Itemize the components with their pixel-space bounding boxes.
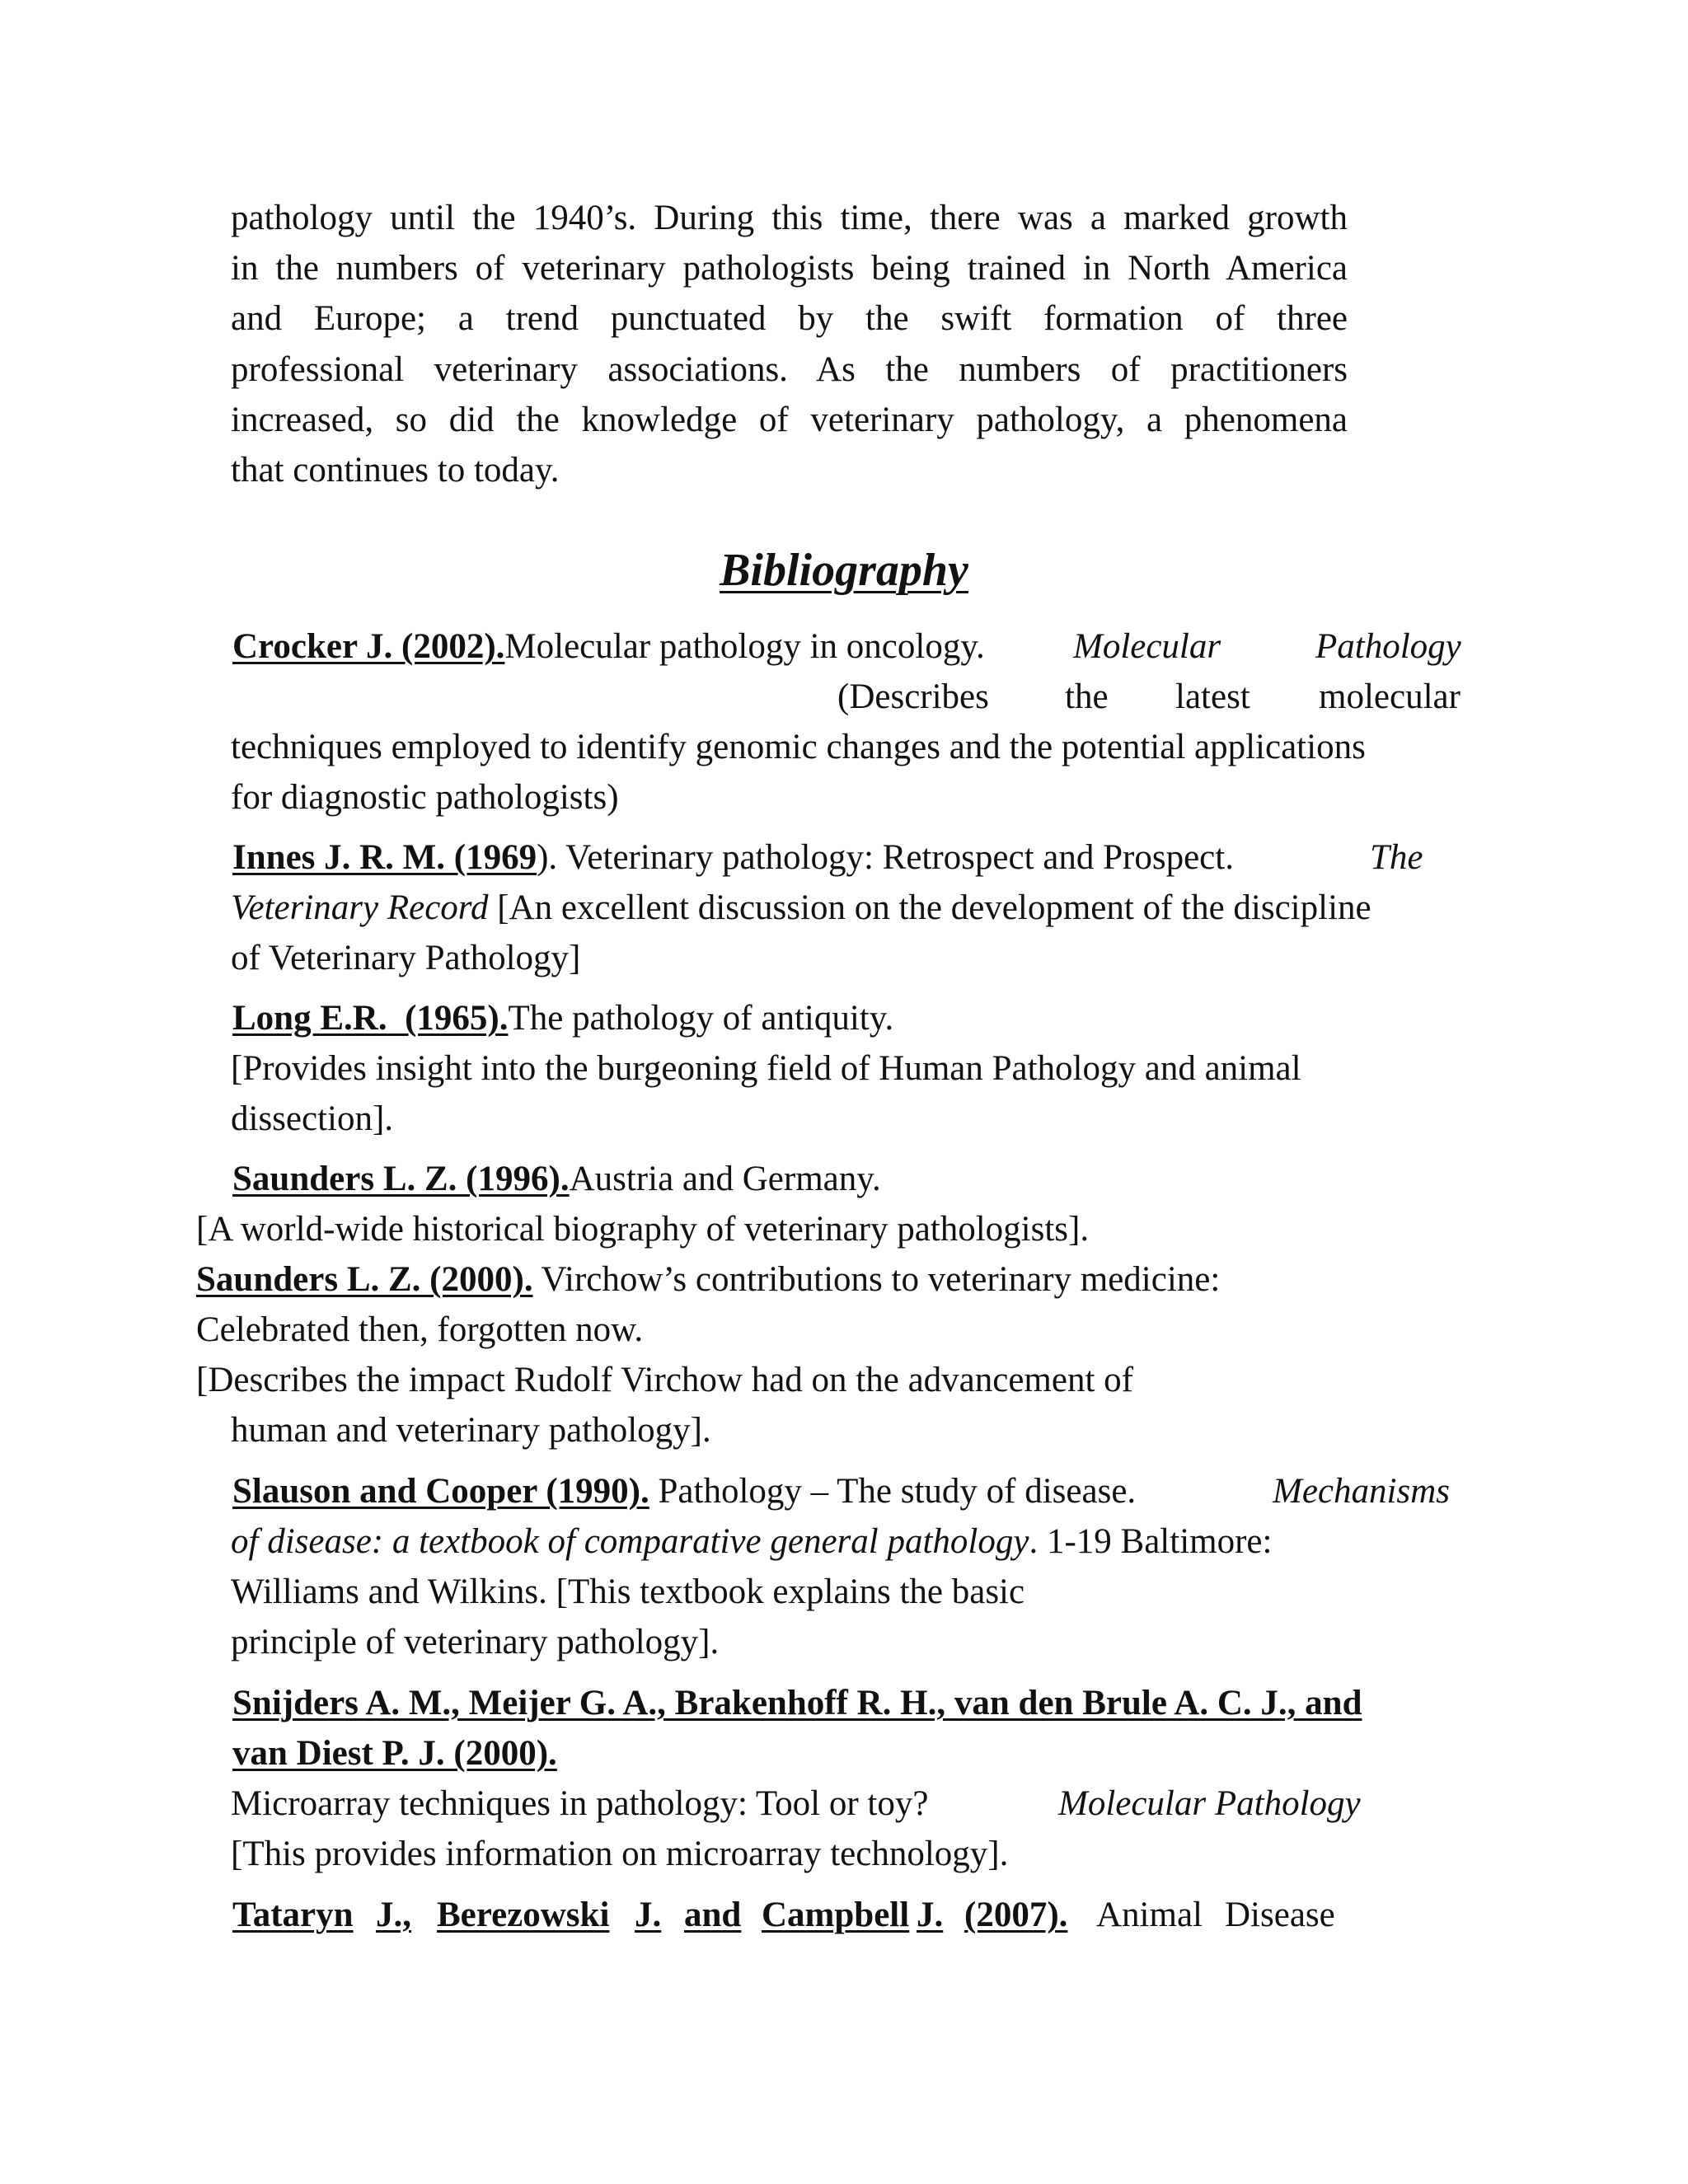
entry-slauson-book-2: of disease: a textbook of comparative general pathology (231, 1522, 1029, 1561)
entry-long-title: The pathology of antiquity. (508, 999, 894, 1038)
entry-tataryn-title-1: Animal (1096, 1896, 1203, 1934)
entry-crocker-desc-1: (Describes (837, 677, 989, 716)
entry-crocker-ref: Crocker J. (2002). (232, 627, 505, 666)
entry-long-line-1 (232, 993, 893, 1044)
entry-crocker-journal-1: Molecular (1073, 627, 1221, 666)
entry-snijders-journal: Molecular Pathology (1058, 1784, 1361, 1823)
entry-slauson-desc-2: principle of veterinary pathology]. (231, 1623, 720, 1661)
entry-tataryn-ref-5: and (684, 1896, 742, 1934)
entry-crocker-desc-4: molecular (1319, 677, 1461, 716)
entry-saunders-2000-desc-2: human and veterinary pathology]. (231, 1411, 711, 1450)
intro-line-6: that continues to today. (231, 451, 560, 490)
entry-saunders-1996-ref: Saunders L. Z. (1996). (232, 1160, 570, 1198)
entry-crocker-desc-2: the (1065, 677, 1109, 716)
intro-line-5: increased, so did the knowledge of veterinary pathology, a phenomena (231, 401, 1348, 439)
entry-slauson-book-1: Mechanisms (1273, 1472, 1450, 1511)
entry-tataryn-title-2: Disease (1225, 1896, 1335, 1934)
entry-tataryn-ref-6: Campbell (762, 1896, 910, 1934)
entry-saunders-1996-title: Austria and Germany. (569, 1160, 881, 1198)
intro-line-2: in the numbers of veterinary pathologists being trained in North America (231, 249, 1348, 288)
entry-snijders-title: Microarray techniques in pathology: Tool or toy? (231, 1784, 929, 1823)
entry-saunders-1996-line-1 (232, 1154, 881, 1205)
entry-tataryn-ref-8: (2007). (964, 1896, 1068, 1934)
entry-saunders-2000-title-2: Celebrated then, forgotten now. (196, 1310, 644, 1349)
intro-line-3: and Europe; a trend punctuated by the swift formation of three (231, 299, 1348, 338)
entry-innes-desc-2: of Veterinary Pathology] (231, 939, 581, 977)
intro-line-1: pathology until the 1940’s. During this time, there was a marked growth (231, 199, 1348, 237)
entry-slauson-line-2 (231, 1516, 1272, 1568)
entry-crocker-journal-2: Pathology (1315, 627, 1461, 666)
entry-slauson-desc-1: Williams and Wilkins. [This textbook explains the basic (231, 1572, 1025, 1611)
entry-innes-desc-1: [An excellent discussion on the development of the discipline (488, 888, 1372, 927)
entry-innes-ref: Innes J. R. M. (1969 (232, 838, 537, 877)
entry-tataryn-ref-7: J. (917, 1896, 944, 1934)
entry-crocker-line-1 (232, 621, 985, 673)
entry-crocker-line-4: for diagnostic pathologists) (231, 778, 619, 817)
entry-tataryn-ref-4: J. (635, 1896, 662, 1934)
entry-tataryn-ref-3: Berezowski (437, 1896, 610, 1934)
entry-innes-journal-1: The (1370, 838, 1423, 877)
entry-tataryn-ref-1: Tataryn (232, 1896, 354, 1934)
bibliography-heading: Bibliography (720, 545, 968, 596)
entry-crocker-desc-3: latest (1175, 677, 1250, 716)
entry-innes-line-1 (232, 832, 1234, 883)
entry-crocker-title: Molecular pathology in oncology. (504, 627, 985, 666)
entry-innes-line-2 (231, 883, 1372, 934)
entry-long-desc-2: dissection]. (231, 1099, 394, 1138)
entry-saunders-2000-desc-1: [Describes the impact Rudolf Virchow had on the advancement of (196, 1361, 1133, 1399)
entry-innes-journal-2: Veterinary Record (231, 888, 489, 927)
entry-saunders-2000-line-1 (196, 1254, 1220, 1305)
entry-saunders-2000-title: Virchow’s contributions to veterinary medicine: (532, 1260, 1221, 1299)
entry-saunders-2000-ref: Saunders L. Z. (2000). (196, 1260, 533, 1299)
entry-innes-title: ). Veterinary pathology: Retrospect and Prospect. (537, 838, 1234, 877)
entry-slauson-pages: . 1-19 Baltimore: (1029, 1522, 1273, 1561)
intro-line-4: professional veterinary associations. As the numbers of practitioners (231, 350, 1348, 389)
entry-crocker-line-3: techniques employed to identify genomic changes and the potential applications (231, 728, 1366, 766)
entry-snijders-ref-2: van Diest P. J. (2000). (232, 1734, 557, 1773)
entry-tataryn-ref-2: J., (376, 1896, 411, 1934)
entry-snijders-desc: [This provides information on microarray technology]. (231, 1835, 1009, 1873)
entry-slauson-line-1 (232, 1466, 1136, 1517)
entry-slauson-ref: Slauson and Cooper (1990). (232, 1472, 649, 1511)
entry-long-ref: Long E.R. (1965). (232, 999, 509, 1038)
entry-long-desc-1: [Provides insight into the burgeoning field of Human Pathology and animal (231, 1049, 1301, 1088)
entry-slauson-title: Pathology – The study of disease. (649, 1472, 1137, 1511)
entry-saunders-1996-desc: [A world-wide historical biography of veterinary pathologists]. (196, 1210, 1090, 1249)
entry-snijders-ref-1: Snijders A. M., Meijer G. A., Brakenhoff R. H., van den Brule A. C. J., and (232, 1684, 1362, 1722)
